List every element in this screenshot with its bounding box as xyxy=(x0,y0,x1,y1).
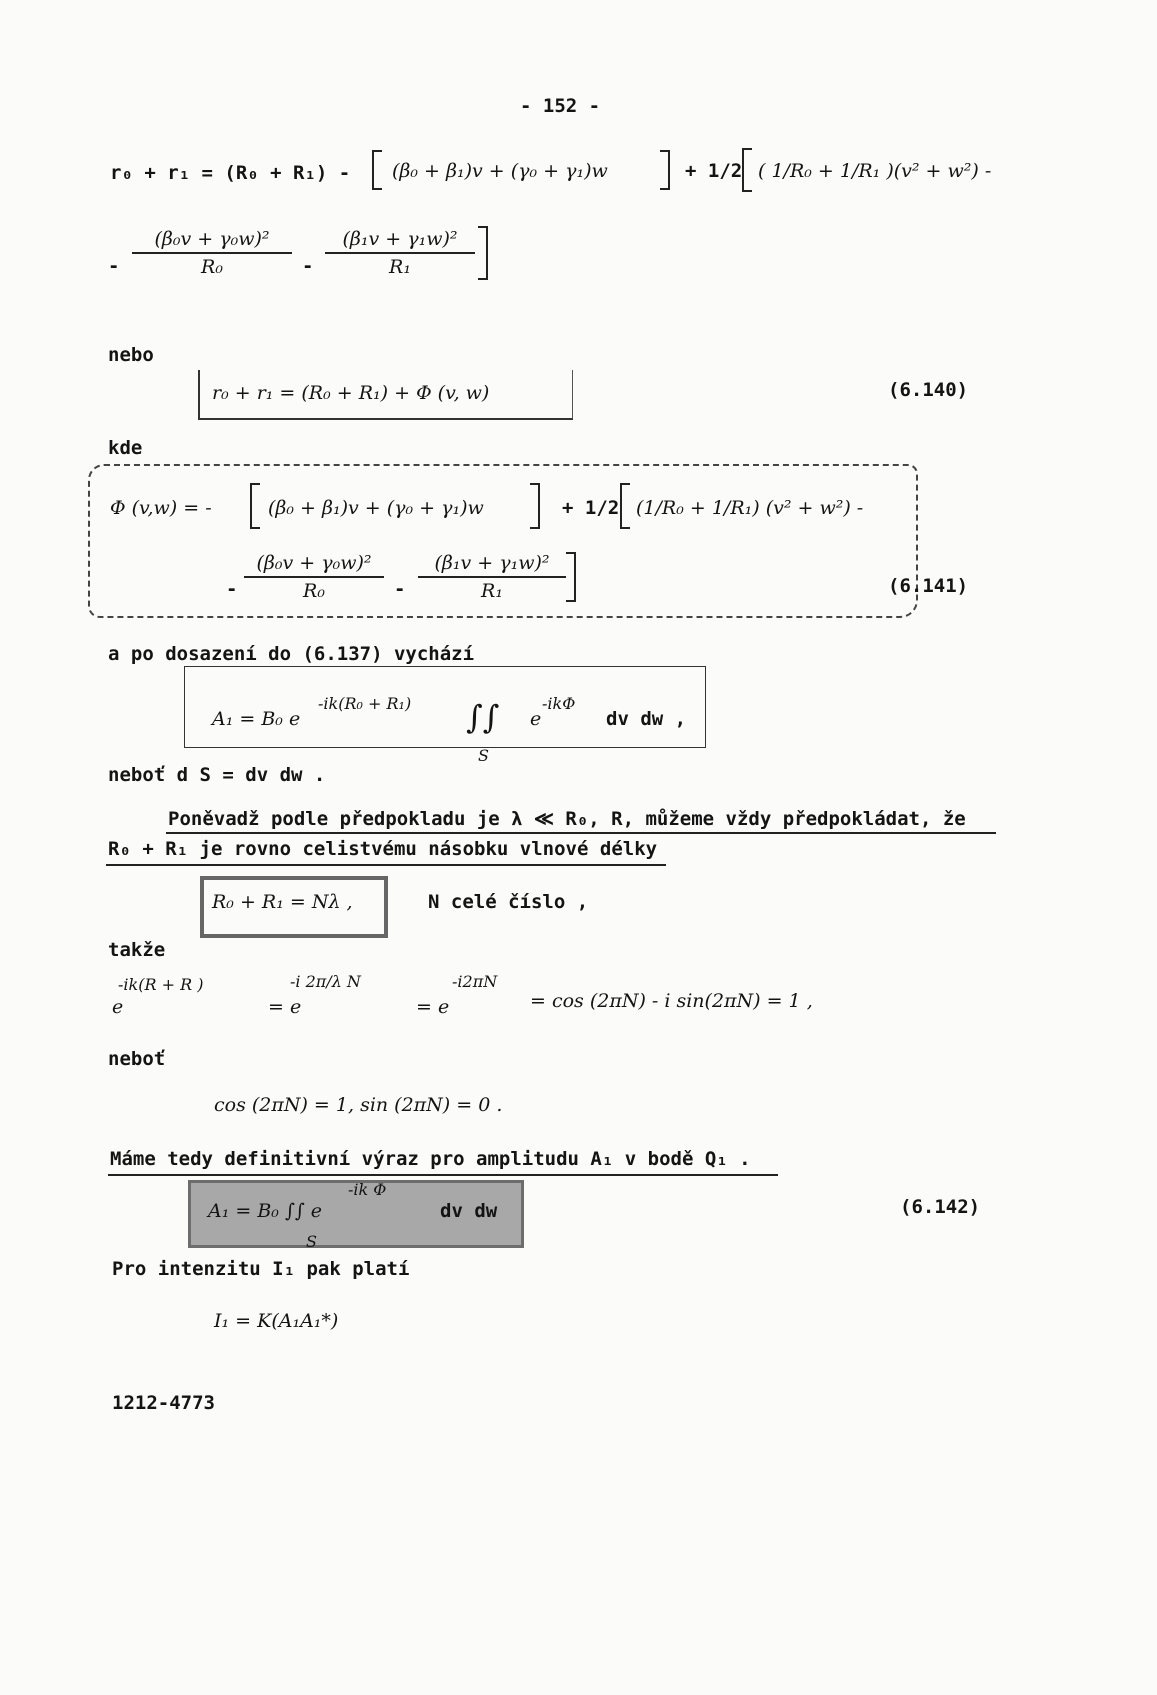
eq142-label: (6.142) xyxy=(900,1196,981,1218)
eq141-frac1 xyxy=(244,552,384,602)
eq141-minus2: - xyxy=(394,578,406,600)
eqA1-exp2: -ikΦ xyxy=(542,694,576,713)
eq1-minus: - xyxy=(108,255,120,277)
eqexp-e1: e xyxy=(112,996,124,1018)
eq1-bracket3-right xyxy=(478,226,488,280)
eq141-frac2-num: (β₁v + γ₁w)² xyxy=(418,552,566,578)
eqA1-sub: S xyxy=(478,746,489,765)
eqexp-eq1: = e xyxy=(268,996,302,1018)
line-mame: Máme tedy definitivní výraz pro amplitudu A₁ v bodě Q₁ . xyxy=(110,1148,751,1170)
eq141-bracket2-left xyxy=(620,483,630,529)
eq141-bracket3-right xyxy=(566,552,576,602)
eqA1-left: A₁ = B₀ e xyxy=(212,708,301,730)
eq141-frac1-num: (β₀v + γ₀w)² xyxy=(244,552,384,578)
eq142-exp: -ik Φ xyxy=(348,1180,387,1199)
eq142-text: A₁ = B₀ ∫∫ e xyxy=(208,1200,323,1222)
para1-underline2 xyxy=(106,864,666,866)
eqA1-e2: e xyxy=(530,708,542,730)
eq141-minus: - xyxy=(226,578,238,600)
eq1-frac1 xyxy=(132,228,292,278)
para1-line1: Poněvadž podle předpokladu je λ ≪ R₀, R, můžeme vždy předpokládat, že xyxy=(168,808,966,830)
eq141-frac2 xyxy=(418,552,566,602)
eq142-sub: S xyxy=(306,1232,317,1251)
eq141-inner: (1/R₀ + 1/R₁) (v² + w²) - xyxy=(636,497,864,519)
eqexp-rest: = cos (2πN) - i sin(2πN) = 1 , xyxy=(530,990,813,1012)
eq142-right: dv dw xyxy=(440,1200,498,1222)
page-number: - 152 - xyxy=(520,95,601,117)
eq1-frac2-num: (β₁v + γ₁w)² xyxy=(325,228,475,254)
eqA1-exp1: -ik(R₀ + R₁) xyxy=(318,694,412,713)
eqexp-exp3: -i2πN xyxy=(452,972,498,991)
eq1-frac2 xyxy=(325,228,475,278)
line-nebot1: neboť d S = dv dw . xyxy=(108,764,326,786)
eq-I1: I₁ = K(A₁A₁*) xyxy=(214,1310,339,1332)
eq1-bracket-left xyxy=(372,150,382,190)
word-kde: kde xyxy=(108,437,143,459)
eq1-frac1-den: R₀ xyxy=(201,256,223,278)
line-mame-underline xyxy=(108,1174,778,1176)
word-nebot2: neboť xyxy=(108,1048,166,1070)
eq141-label: (6.141) xyxy=(888,575,969,597)
para1-underline1 xyxy=(166,832,996,834)
eq1-plus-half: + 1/2 xyxy=(685,160,743,182)
para1-line2: R₀ + R₁ je rovno celistvému násobku vlnové délky xyxy=(108,838,658,860)
eq141-bracket-left xyxy=(250,483,260,529)
eqexp-eq2: = e xyxy=(416,996,450,1018)
eq1-bracket2-left xyxy=(742,148,752,192)
eq141-plus-half: + 1/2 xyxy=(562,497,620,519)
eq140-label: (6.140) xyxy=(888,379,969,401)
eq140-text: r₀ + r₁ = (R₀ + R₁) + Φ (v, w) xyxy=(212,382,490,404)
eq141-bracket1: (β₀ + β₁)v + (γ₀ + γ₁)w xyxy=(268,497,484,519)
eqA1-box xyxy=(184,666,706,748)
line-dosazeni: a po dosazení do (6.137) vychází xyxy=(108,643,475,665)
eqN-text: N celé číslo , xyxy=(428,891,589,913)
eqexp-exp2: -i 2π/λ N xyxy=(290,972,361,991)
eq1-frac2-den: R₁ xyxy=(389,256,411,278)
eq1-bracket1: (β₀ + β₁)v + (γ₀ + γ₁)w xyxy=(392,160,608,182)
eq141-lhs: Φ (v,w) = - xyxy=(110,497,212,519)
eq141-frac1-den: R₀ xyxy=(303,580,325,602)
footer-code: 1212-4773 xyxy=(112,1392,215,1414)
eqexp-exp1: -ik(R + R ) xyxy=(118,975,204,994)
word-nebo: nebo xyxy=(108,344,154,366)
eqA1-integral: ∫∫ xyxy=(466,698,500,736)
eq1-inner: ( 1/R₀ + 1/R₁ )(v² + w²) - xyxy=(758,160,992,182)
eq141-frac2-den: R₁ xyxy=(481,580,503,602)
eq1-frac1-num: (β₀v + γ₀w)² xyxy=(132,228,292,254)
line-intenzita: Pro intenzitu I₁ pak platí xyxy=(112,1258,410,1280)
eq1-bracket-right xyxy=(660,150,670,190)
eq-cos-sin: cos (2πN) = 1, sin (2πN) = 0 . xyxy=(214,1094,503,1116)
eqN-box-text: R₀ + R₁ = Nλ , xyxy=(212,891,353,913)
eq141-bracket-right xyxy=(530,483,540,529)
eqA1-right: dv dw , xyxy=(606,708,687,730)
word-takze: takže xyxy=(108,939,166,961)
eq1-minus2: - xyxy=(302,255,314,277)
eq1-lhs: r₀ + r₁ = (R₀ + R₁) - xyxy=(110,162,351,184)
